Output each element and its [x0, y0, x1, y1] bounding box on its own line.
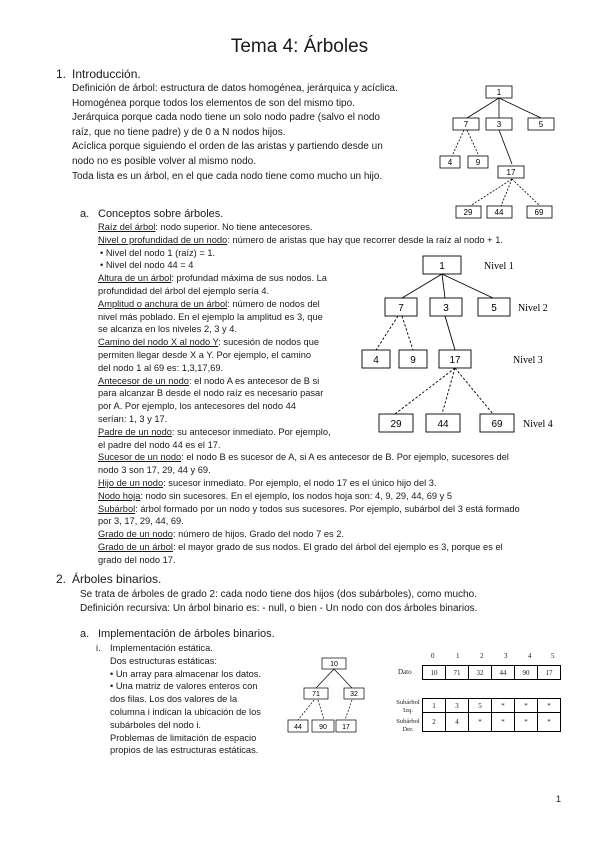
index-2: 2 [480, 652, 484, 660]
tree1-node-7: 7 [463, 120, 469, 129]
tree1-node-44: 44 [494, 208, 504, 217]
level-label-2: Nivel 2 [518, 303, 548, 314]
altura-line-2: profundidad del árbol del ejemplo sería 4. [98, 286, 270, 296]
row-label-subarbol: Subárbol [396, 699, 420, 706]
table-cell: * [515, 699, 538, 713]
row-label-der: Der. [402, 726, 414, 733]
tree2-node-4: 4 [373, 355, 379, 366]
def-raiz: : nodo superior. No tiene antecesores. [155, 222, 313, 232]
def-amplitud: : número de nodos del [227, 298, 320, 309]
index-0: 0 [431, 652, 435, 660]
impl-line-6: subárboles del nodo i. [110, 719, 201, 730]
tree3-node-10: 10 [330, 661, 338, 668]
term-sucesor: Sucesor de un nodo [98, 452, 182, 463]
intro-line-1: Definición de árbol: estructura de datos homogénea, jerárquica y acíclica. [72, 83, 398, 94]
term-amplitud: Amplitud o anchura de un árbol [98, 298, 228, 309]
tree-diagram-small [440, 84, 560, 220]
table-cell: * [515, 713, 538, 732]
table-cell: * [538, 699, 561, 713]
tree-diagram-levels [360, 254, 560, 434]
table-row [423, 666, 561, 680]
tree1-node-3: 3 [496, 120, 502, 129]
tree1-node-29: 29 [463, 208, 473, 217]
impl-line-4: dos filas. Los dos valores de la [110, 694, 238, 705]
table-cell: 2 [423, 713, 446, 732]
tree2-node-29: 29 [390, 419, 402, 430]
tree2-node-1: 1 [439, 261, 445, 272]
term-grado-arbol: Grado de un árbol [98, 542, 173, 552]
table-cell: 17 [538, 666, 561, 680]
term-subarbol: Subárbol [98, 503, 136, 514]
table-cell: 4 [446, 713, 469, 732]
tree2-node-7: 7 [398, 303, 404, 314]
subsubsection-heading: Implementación estática. [110, 643, 213, 653]
intro-line-2: Homogénea porque todos los elementos de son del mismo tipo. [72, 97, 355, 109]
intro-line-4: raíz, que no tiene padre) y de 0 a N nodos hijos. [72, 126, 286, 138]
table-cell: 3 [446, 699, 469, 713]
table-row [423, 713, 561, 732]
def-nivel: : número de aristas que hay que recorrer desde la raíz al nodo + 1. [227, 234, 503, 245]
index-1: 1 [456, 652, 460, 660]
tree2-node-44: 44 [437, 419, 449, 430]
term-altura: Altura de un árbol [98, 273, 172, 284]
row-label-dato: Dato [398, 668, 412, 676]
subsubsection-number: i. [96, 643, 101, 653]
table-cell: * [492, 699, 515, 713]
impl-line-5: columna i indican la ubicación de los [110, 707, 261, 717]
subsection-heading: Implementación de árboles binarios. [98, 628, 275, 640]
index-5: 5 [551, 652, 555, 660]
tree2-node-69: 69 [491, 419, 503, 430]
table-cell: * [492, 713, 515, 732]
term-padre: Padre de un nodo [98, 426, 172, 437]
sucesor-line-2: nodo 3 son 17, 29, 44 y 69. [98, 465, 211, 476]
tree3-node-71: 71 [312, 691, 320, 698]
subsection-letter: a. [80, 208, 90, 220]
binary-tree-diagram [288, 656, 368, 738]
def-hoja: : nodo sin sucesores. En el ejemplo, los nodos hoja son: 4, 9, 29, 44, 69 y 5 [140, 490, 453, 501]
def-subarbol: : árbol formado por un nodo y todos sus sucesores. Por ejemplo, subárbol del 3 está formado [135, 503, 520, 514]
term-hoja: Nodo hoja [98, 490, 141, 501]
table-cell: 71 [446, 666, 469, 680]
impl-line-7: Problemas de limitación de espacio [110, 732, 257, 743]
grado-arbol-line-2: grado del nodo 17. [98, 554, 176, 565]
tree1-node-69: 69 [534, 208, 544, 217]
table-cell: 90 [515, 666, 538, 680]
level-label-4: Nivel 4 [523, 419, 553, 430]
def-hijo: : sucesor inmediato. Por ejemplo, el nodo 17 es el único hijo del 3. [163, 478, 437, 488]
impl-line-2: • Un array para almacenar los datos. [110, 668, 262, 679]
tree3-node-32: 32 [350, 691, 358, 698]
tree1-node-4: 4 [447, 158, 453, 167]
intro-line-6: nodo no es posible volver al mismo nodo. [72, 156, 256, 167]
padre-line-2: el padre del nodo 44 es el 17. [98, 439, 221, 450]
intro-line-3: Jerárquica porque cada nodo tiene un solo nodo padre (salvo el nodo [72, 112, 380, 124]
tree3-node-44: 44 [294, 724, 302, 731]
row-label-izq: Izq. [403, 707, 413, 714]
antecesor-line-3: por A. Por ejemplo, los antecesores del nodo 44 [98, 401, 296, 412]
tree3-node-17: 17 [342, 724, 350, 731]
subtree-matrix-table [422, 698, 561, 732]
antecesor-line-2: para alcanzar B desde el nodo raíz es necesario pasar [98, 388, 324, 399]
term-hijo: Hijo de un nodo [98, 478, 164, 488]
section-number: 1. [56, 67, 67, 81]
tree2-node-3: 3 [443, 303, 449, 314]
impl-line-8: propios de las estructuras estáticas. [110, 745, 259, 756]
tree1-node-17: 17 [506, 168, 516, 177]
def-camino: : sucesión de nodos que [218, 337, 320, 348]
impl-line-1: Dos estructuras estáticas: [110, 655, 217, 666]
amplitud-line-2: nivel más poblado. En el ejemplo la amplitud es 3, que [98, 311, 323, 322]
level-label-1: Nivel 1 [484, 261, 514, 272]
term-raiz: Raíz del árbol [98, 222, 156, 232]
table-cell: 5 [469, 699, 492, 713]
binary-line-2: Definición recursiva: Un árbol binario es: - null, o bien - Un nodo con dos árboles binarios. [80, 603, 478, 614]
table-cell: 1 [423, 699, 446, 713]
intro-line-5: Acíclica porque siguiendo el orden de las aristas y partiendo desde un [72, 141, 383, 153]
term-camino: Camino del nodo X al nodo Y [98, 337, 219, 348]
def-altura: : profundad máxima de sus nodos. La [171, 273, 327, 284]
def-antecesor: : el nodo A es antecesor de B si [188, 375, 320, 386]
term-antecesor: Antecesor de un nodo [98, 375, 189, 386]
subsection-heading: Conceptos sobre árboles. [98, 208, 224, 220]
camino-line-2: permiten llegar desde X a Y. Por ejemplo, el camino [98, 350, 312, 360]
subarbol-line-2: por 3, 17, 29, 44, 69. [98, 516, 184, 527]
binary-line-1: Se trata de árboles de grado 2: cada nodo tiene dos hijos (dos subárboles), como mucho. [80, 589, 477, 600]
table-row [423, 699, 561, 713]
section-heading: Introducción. [72, 67, 141, 81]
subsection-letter: a. [80, 628, 90, 640]
tree1-node-5: 5 [538, 120, 544, 129]
amplitud-line-3: se alcanza en los niveles 2, 3 y 4. [98, 324, 238, 335]
tree1-node-1: 1 [496, 88, 502, 97]
table-cell: 32 [469, 666, 492, 680]
term-grado-nodo: Grado de un nodo [98, 529, 173, 540]
page-number: 1 [556, 794, 562, 804]
def-grado-nodo: : número de hijos. Grado del nodo 7 es 2. [172, 529, 345, 540]
def-padre: : su antecesor inmediato. Por ejemplo, [171, 426, 331, 437]
tree2-node-5: 5 [491, 303, 497, 314]
tree3-node-90: 90 [319, 724, 327, 731]
tree2-node-17: 17 [449, 355, 461, 366]
level-label-3: Nivel 3 [513, 355, 543, 366]
table-cell: 10 [423, 666, 446, 680]
def-grado-arbol: : el mayor grado de sus nodos. El grado del árbol del ejemplo es 3, porque es el [172, 542, 503, 552]
table-cell: 44 [492, 666, 515, 680]
antecesor-line-4: serían: 1, 3 y 17. [98, 414, 168, 424]
intro-line-7: Toda lista es un árbol, en el que cada nodo tiene como mucho un hijo. [72, 170, 383, 182]
nivel-bullet-2: • Nivel del nodo 44 = 4 [100, 260, 194, 271]
term-nivel: Nivel o profundidad de un nodo [98, 234, 228, 245]
tree1-node-9: 9 [475, 158, 481, 167]
index-4: 4 [528, 652, 532, 660]
table-cell: * [538, 713, 561, 732]
def-sucesor: : el nodo B es sucesor de A, si A es antecesor de B. Por ejemplo, sucesores del [181, 452, 509, 463]
section-heading: Árboles binarios. [72, 572, 162, 586]
table-cell: * [469, 713, 492, 732]
tree2-node-9: 9 [410, 355, 416, 366]
impl-line-3: • Una matriz de valores enteros con [110, 681, 258, 692]
data-array-table [422, 665, 561, 680]
camino-line-3: del nodo 1 al 69 es: 1,3,17,69. [98, 362, 224, 373]
index-3: 3 [504, 652, 508, 660]
section-number: 2. [56, 572, 67, 586]
row-label-subarbol: Subárbol [396, 718, 420, 725]
nivel-bullet-1: • Nivel del nodo 1 (raíz) = 1. [100, 247, 216, 258]
page-title: Tema 4: Árboles [230, 36, 369, 57]
